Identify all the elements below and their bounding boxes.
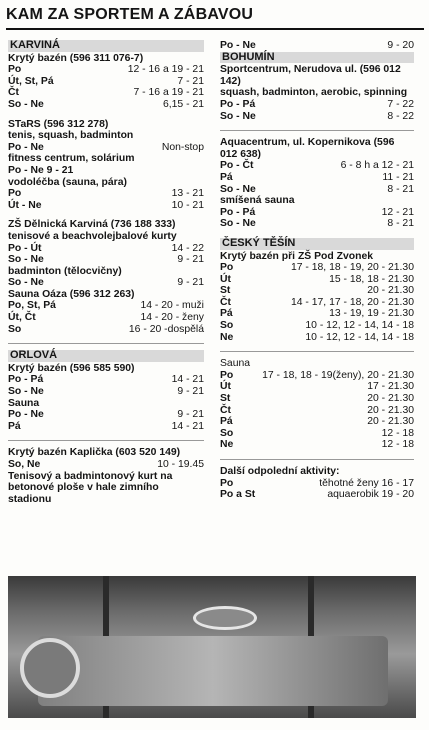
schedule-day: Pá [8, 420, 21, 432]
schedule-day: Pá [220, 416, 233, 428]
schedule-day: So [8, 323, 22, 335]
schedule-day: Po [220, 262, 234, 274]
schedule-time: 9 - 21 [177, 254, 204, 266]
divider [220, 130, 414, 131]
divider [220, 459, 414, 460]
schedule-time: 9 - 21 [177, 386, 204, 398]
schedule-row [8, 421, 204, 433]
divider [8, 440, 204, 441]
karvina-heading: KARVINÁ [8, 40, 204, 52]
tesin-sauna-rows [220, 370, 414, 451]
tesin-sauna-section [220, 358, 414, 451]
zs-section [8, 219, 204, 335]
schedule-time: 8 - 21 [387, 218, 414, 230]
schedule-time: 15 - 18, 18 - 21.30 [329, 273, 414, 285]
schedule-row [220, 111, 414, 123]
schedule-row [220, 207, 414, 219]
schedule-time: 10 - 12, 12 - 14, 14 - 18 [305, 320, 414, 332]
schedule-row [220, 262, 414, 274]
other-activities-rows [220, 478, 414, 501]
schedule-day: St [220, 285, 231, 297]
schedule-day: Čt [8, 87, 19, 99]
kaplicka-section [8, 447, 204, 505]
other-activities-name: Další odpolední aktivity: [220, 466, 340, 477]
orlova-heading: ORLOVÁ [8, 350, 204, 362]
schedule-row [220, 370, 414, 382]
schedule-row [8, 64, 204, 76]
schedule-time: aquaerobik 19 - 20 [327, 489, 414, 501]
aquacentrum-rows [220, 160, 414, 195]
orlova-section [8, 350, 204, 432]
aquacentrum-name: Aquacentrum, ul. Kopernikova (596 012 638) [220, 137, 395, 160]
schedule-day: Čt [220, 404, 231, 416]
aquacentrum-section [220, 137, 414, 230]
orlova-pool-rows [8, 374, 204, 397]
right-top-row [220, 40, 414, 52]
schedule-time: 8 - 22 [387, 110, 414, 122]
schedule-row [220, 308, 414, 320]
bohumin-heading: BOHUMÍN [220, 52, 414, 64]
schedule-time: 6 - 8 h a 12 - 21 [340, 160, 414, 172]
divider [8, 343, 204, 344]
stars-line2: fitness centrum, solárium [8, 153, 135, 165]
sportcentrum-line: squash, badminton, aerobic, spinning [220, 87, 408, 99]
schedule-time: 11 - 21 [382, 171, 414, 183]
schedule-row [8, 312, 204, 324]
bohumin-section [220, 52, 414, 123]
schedule-row [220, 381, 414, 393]
zs-line2: badminton (tělocvičny) [8, 265, 122, 277]
orlova-pool-name: Krytý bazén (596 585 590) [8, 362, 135, 374]
pool-ring [193, 606, 257, 630]
schedule-day: Ne [220, 439, 234, 451]
zs-rows2 [8, 277, 204, 289]
schedule-day: Po - Ne 9 - 21 [8, 164, 74, 176]
schedule-row [220, 160, 414, 172]
schedule-time: 7 - 16 a 19 - 21 [133, 87, 204, 99]
schedule-day: Čt [220, 296, 231, 308]
zs-line3: Sauna Oáza (596 312 263) [8, 288, 135, 300]
swimming-pool-photo [8, 576, 416, 718]
schedule-time: 9 - 21 [177, 409, 204, 421]
schedule-time: 14 - 21 [171, 374, 204, 386]
schedule-row [8, 374, 204, 386]
schedule-time: 14 - 20 - muži [140, 300, 204, 312]
schedule-row [8, 409, 204, 421]
schedule-time: 20 - 21.30 [367, 416, 414, 428]
schedule-row [8, 254, 204, 266]
schedule-time: těhotné ženy 16 - 17 [319, 477, 414, 489]
schedule-row [220, 489, 414, 501]
schedule-time: 7 - 22 [387, 98, 414, 110]
left-column [8, 40, 204, 508]
schedule-row [8, 200, 204, 212]
schedule-time: 10 - 19.45 [157, 459, 204, 470]
schedule-day: Pá [220, 171, 233, 183]
tesin-heading: ČESKÝ TĚŠÍN [220, 238, 414, 250]
tesin-section [220, 238, 414, 343]
orlova-sauna: Sauna [8, 397, 40, 409]
kaplicka-name: Krytý bazén Kaplička (603 520 149) [8, 447, 181, 459]
other-activities-section [220, 466, 414, 501]
sportcentrum-rows [220, 99, 414, 122]
schedule-row [220, 428, 414, 440]
schedule-day: Út, St, Pá [8, 75, 54, 87]
schedule-time: 17 - 18, 18 - 19, 20 - 21.30 [290, 262, 414, 274]
page-title: KAM ZA SPORTEM A ZÁBAVOU [6, 6, 424, 30]
schedule-time: 13 - 21 [171, 188, 204, 200]
schedule-day: So - Ne [8, 277, 44, 289]
schedule-row [220, 172, 414, 184]
schedule-time: 17 - 18, 18 - 19(ženy), 20 - 21.30 [262, 369, 414, 381]
schedule-time: 10 - 12, 12 - 14, 14 - 18 [305, 331, 414, 343]
pool-water [38, 636, 388, 706]
schedule-day: So [220, 320, 234, 332]
schedule-day: Po [220, 477, 234, 489]
schedule-day: Po - Pá [8, 374, 44, 386]
schedule-day: Po - Ne [8, 141, 44, 153]
schedule-time: 14 - 20 - ženy [140, 312, 204, 324]
schedule-time: 14 - 17, 17 - 18, 20 - 21.30 [290, 296, 414, 308]
schedule-time: Non-stop [161, 141, 204, 153]
schedule-row [8, 87, 204, 99]
schedule-time: 12 - 21 [381, 206, 414, 218]
schedule-time: 14 - 22 [171, 242, 204, 254]
schedule-day: Po - Ne [8, 409, 44, 421]
schedule-row [220, 320, 414, 332]
schedule-time: 9 - 20 [387, 40, 414, 51]
schedule-time: 14 - 21 [171, 420, 204, 432]
aquacentrum-sauna: smíšená sauna [220, 195, 295, 207]
kaplicka-rows [8, 459, 204, 471]
schedule-time: 12 - 16 a 19 - 21 [127, 64, 204, 76]
stars-section [8, 119, 204, 212]
schedule-row [8, 459, 204, 471]
sportcentrum-name: Sportcentrum, Nerudova ul. (596 012 142) [220, 64, 401, 87]
schedule-day: So - Ne [8, 98, 44, 110]
schedule-day: Út - Ne [8, 199, 42, 211]
schedule-day: Pá [220, 308, 233, 320]
divider [220, 351, 414, 352]
schedule-day: St [220, 393, 231, 405]
schedule-day: Po [8, 64, 22, 76]
schedule-row [220, 393, 414, 405]
kaplicka-note: Tenisový a badmintonový kurt na betonové ploše v hale zimního stadionu [8, 470, 173, 505]
stars-rows3 [8, 188, 204, 211]
schedule-day: Po - Pá [220, 206, 256, 218]
orlova-sauna-rows [8, 409, 204, 432]
stars-name: STaRS (596 312 278) [8, 118, 109, 130]
stars-rows2 [8, 165, 204, 177]
schedule-time: 13 - 19, 19 - 21.30 [329, 308, 414, 320]
aquacentrum-sauna-rows [220, 207, 414, 230]
schedule-day: So - Ne [220, 218, 256, 230]
schedule-day: Po a St [220, 489, 256, 501]
schedule-time: 20 - 21.30 [367, 393, 414, 405]
stars-rows1 [8, 142, 204, 154]
schedule-row [220, 297, 414, 309]
stars-line3: vodoléčba (sauna, pára) [8, 176, 127, 188]
stars-line1: tenis, squash, badminton [8, 130, 134, 142]
schedule-time: 17 - 21.30 [367, 381, 414, 393]
schedule-day: So - Ne [8, 386, 44, 398]
schedule-day: Po, St, Pá [8, 300, 56, 312]
zs-rows3 [8, 300, 204, 335]
schedule-day: So - Ne [220, 110, 256, 122]
schedule-day: So - Ne [8, 254, 44, 266]
schedule-row [8, 165, 204, 177]
schedule-row [220, 184, 414, 196]
schedule-row [8, 188, 204, 200]
schedule-time: 16 - 20 -dospělá [128, 323, 204, 335]
schedule-day: Út, Čt [8, 312, 36, 324]
schedule-day: So - Ne [220, 183, 256, 195]
schedule-day: Po [8, 188, 22, 200]
schedule-day: So [220, 427, 234, 439]
schedule-row [8, 142, 204, 154]
schedule-row [8, 277, 204, 289]
schedule-time: 20 - 21.30 [367, 285, 414, 297]
schedule-day: Po - Pá [220, 98, 256, 110]
whirlpool-ring [20, 638, 80, 698]
tesin-sauna-name: Sauna [220, 358, 251, 370]
schedule-row [220, 274, 414, 286]
schedule-time: 12 - 18 [381, 439, 414, 451]
right-column [220, 40, 414, 504]
karvina-pool-rows [8, 64, 204, 110]
schedule-day: So, Ne [8, 459, 41, 470]
schedule-row [220, 99, 414, 111]
schedule-time: 7 - 21 [177, 75, 204, 87]
schedule-row [8, 243, 204, 255]
schedule-time: 6,15 - 21 [162, 98, 204, 110]
schedule-row [220, 40, 414, 52]
schedule-day: Po [220, 369, 234, 381]
schedule-day: Po - Út [8, 242, 42, 254]
schedule-row [220, 405, 414, 417]
schedule-time: 12 - 18 [381, 427, 414, 439]
schedule-day: Út [220, 381, 231, 393]
schedule-time: 9 - 21 [177, 277, 204, 289]
schedule-day: Po - Ne [220, 40, 256, 51]
schedule-row [220, 478, 414, 490]
schedule-time: 10 - 21 [171, 199, 204, 211]
karvina-pool-name: Krytý bazén (596 311 076-7) [8, 52, 144, 64]
schedule-row [8, 99, 204, 111]
schedule-row [220, 332, 414, 344]
schedule-row [220, 218, 414, 230]
zs-rows1 [8, 243, 204, 266]
schedule-row [220, 439, 414, 451]
schedule-row [8, 386, 204, 398]
zs-name: ZŠ Dělnická Karviná (736 188 333) tenisové a beachvolejbalové kurty [8, 219, 177, 242]
schedule-row [220, 285, 414, 297]
schedule-day: Ne [220, 331, 234, 343]
schedule-day: Út [220, 273, 231, 285]
schedule-day: Po - Čt [220, 160, 254, 172]
schedule-time: 8 - 21 [387, 183, 414, 195]
schedule-row [8, 300, 204, 312]
karvina-section [8, 40, 204, 111]
tesin-pool-rows [220, 262, 414, 343]
schedule-row [8, 324, 204, 336]
schedule-row [8, 76, 204, 88]
tesin-pool-name: Krytý bazén při ZŠ Pod Zvonek [220, 250, 374, 262]
schedule-time: 20 - 21.30 [367, 404, 414, 416]
schedule-row [220, 416, 414, 428]
